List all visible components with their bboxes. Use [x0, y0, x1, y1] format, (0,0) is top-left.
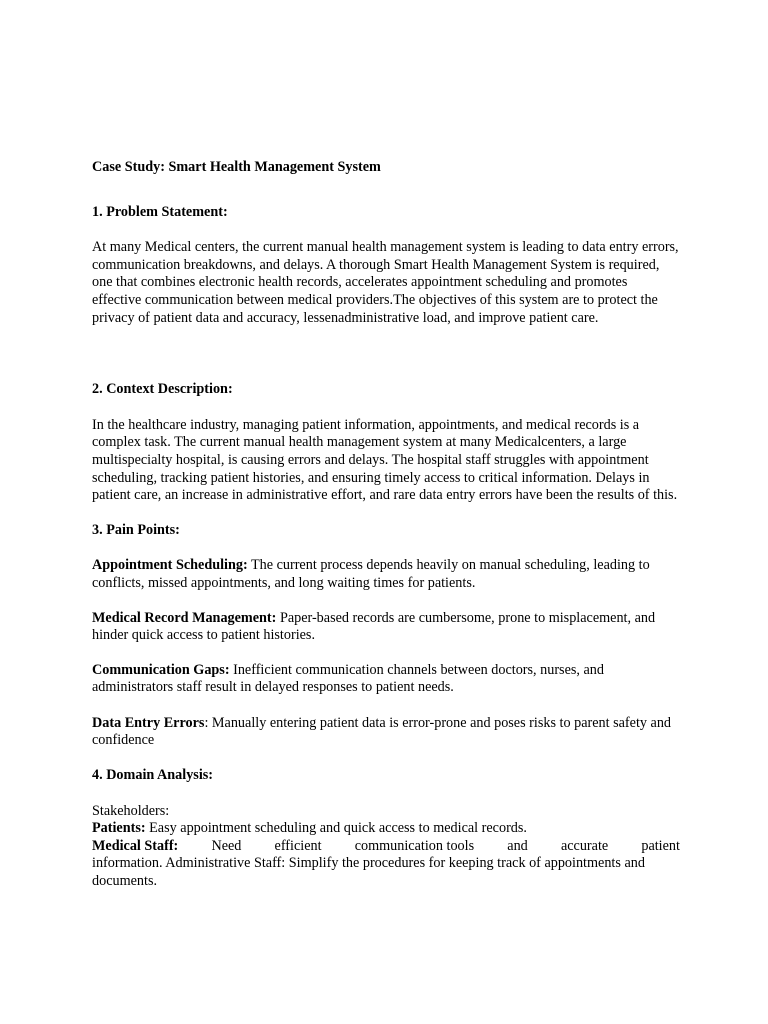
document-title: Case Study: Smart Health Management System: [92, 159, 381, 175]
problem-statement-paragraph: At many Medical centers, the current manual health management system is leading to data entry errors, communication breakdowns, and delays. A thorough Smart Health Management System is required, one that combines electronic health records, accelerates appointment scheduling and promotes effective communication between medical providers.The objectives of this system are to protect the privacy of patient data and accuracy, lessenadministrative load, and improve patient care.: [92, 239, 679, 326]
stakeholder-word: communication tools: [354, 837, 475, 854]
stakeholder-label: Patients:: [92, 820, 146, 837]
pain-point-label: Data Entry Errors: [92, 714, 205, 731]
stakeholder-medical-staff: [92, 838, 680, 856]
context-description-paragraph: In the healthcare industry, managing patient information, appointments, and medical records is a complex task. The current manual health management system at many Medicalcenters, a large multispecialty hospital, is causing errors and delays. The hospital staff struggles with appointment scheduling, tracking patient histories, and ensuring timely access to critical information. Delays in patient care, an increase in administrative effort, and rare data entry errors have been the results of this.: [92, 416, 678, 504]
section-heading-problem-statement: 1. Problem Statement:: [92, 203, 228, 220]
document-page: [92, 159, 680, 891]
pain-point-label: Appointment Scheduling:: [92, 557, 248, 574]
stakeholder-medical-staff-continued: information. Administrative Staff: Simplify the procedures for keeping track of appointments and documents.: [92, 855, 645, 890]
section-heading-context-description: 2. Context Description:: [92, 381, 233, 398]
pain-point-communication-gaps: [92, 662, 680, 697]
stakeholders-label: Stakeholders:: [92, 802, 170, 819]
section-heading-pain-points: 3. Pain Points:: [92, 521, 180, 538]
stakeholder-word: efficient: [274, 837, 322, 854]
pain-point-text: : Manually entering patient data is error-prone and poses risks to parent safety and confidence: [92, 714, 672, 749]
pain-point-appointment-scheduling: [92, 557, 680, 592]
stakeholder-label: Medical Staff:: [92, 837, 179, 854]
stakeholder-word: patient: [641, 837, 680, 854]
stakeholder-patients: [92, 820, 680, 838]
pain-point-text: The current process depends heavily on manual scheduling, leading to conflicts, missed appointments, and long waiting times for patients.: [92, 557, 650, 591]
stakeholder-word: accurate: [560, 837, 609, 854]
stakeholder-word: Need: [211, 837, 242, 854]
stakeholder-text: Easy appointment scheduling and quick access to medical records.: [145, 820, 527, 837]
pain-point-label: Communication Gaps:: [92, 661, 230, 678]
pain-point-medical-record-management: [92, 610, 680, 645]
section-heading-domain-analysis: 4. Domain Analysis:: [92, 767, 214, 784]
pain-point-text: Inefficient communication channels between doctors, nurses, and administrators staff result in delayed responses to patient needs.: [92, 661, 604, 696]
pain-point-data-entry-errors: [92, 715, 680, 750]
pain-point-text: Paper-based records are cumbersome, prone to misplacement, and hinder quick access to patient histories.: [92, 609, 656, 644]
pain-point-label: Medical Record Management:: [92, 609, 277, 626]
stakeholder-word: and: [507, 837, 528, 854]
